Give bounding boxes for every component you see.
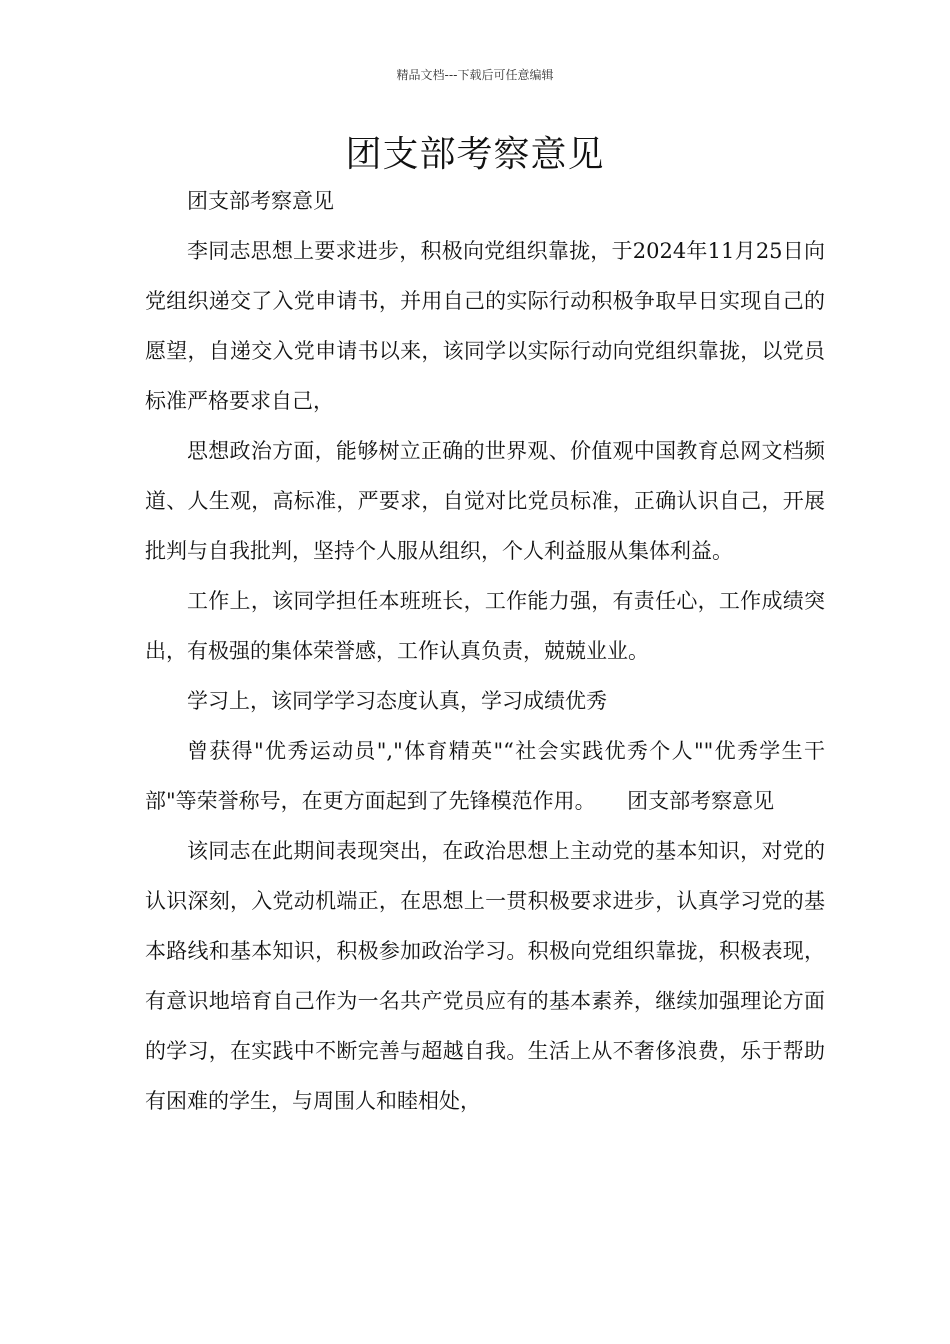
paragraph-performance: 该同志在此期间表现突出，在政治思想上主动党的基本知识，对党的认识深刻，入党动机端正，在思想上一贯积极要求进步，认真学习党的基本路线和基本知识，积极参加政治学习。积极向党组织靠拢，积极表现，有意识地培育自己作为一名共产党员应有的基本素养，继续加强理论方面的学习，在实践中不断完善与超越自我。生活上从不奢侈浪费，乐于帮助有困难的学生，与周围人和睦相处，	[145, 839, 825, 1113]
paragraph-work: 工作上，该同学担任本班班长，工作能力强，有责任心，工作成绩突出，有极强的集体荣誉感，工作认真负责，兢兢业业。	[145, 589, 825, 663]
paragraph-political: 思想政治方面，能够树立正确的世界观、价值观中国教育总网文档频道、人生观，高标准，严要求，自觉对比党员标准，正确认识自己，开展批判与自我批判，坚持个人服从组织，个人利益服从集体利益。	[145, 439, 825, 563]
paragraph-application: 李同志思想上要求进步，积极向党组织靠拢，于2024年11月25日向党组织递交了入党申请书，并用自己的实际行动积极争取早日实现自己的愿望，自递交入党申请书以来，该同学以实际行动向党组织靠拢，以党员标准严格要求自己，	[145, 239, 825, 413]
document-title: 团支部考察意见	[345, 134, 605, 175]
document-body	[145, 176, 825, 1126]
paragraph-honors: 曾获得"优秀运动员","体育精英"“社会实践优秀个人""优秀学生干部"等荣誉称号，在更方面起到了先锋模范作用。 团支部考察意见	[145, 739, 825, 813]
paragraph-study: 学习上，该同学学习态度认真，学习成绩优秀	[187, 689, 607, 713]
paragraph-subtitle: 团支部考察意见	[187, 189, 334, 213]
header-note: 精品文档---下载后可任意编辑	[396, 68, 554, 82]
